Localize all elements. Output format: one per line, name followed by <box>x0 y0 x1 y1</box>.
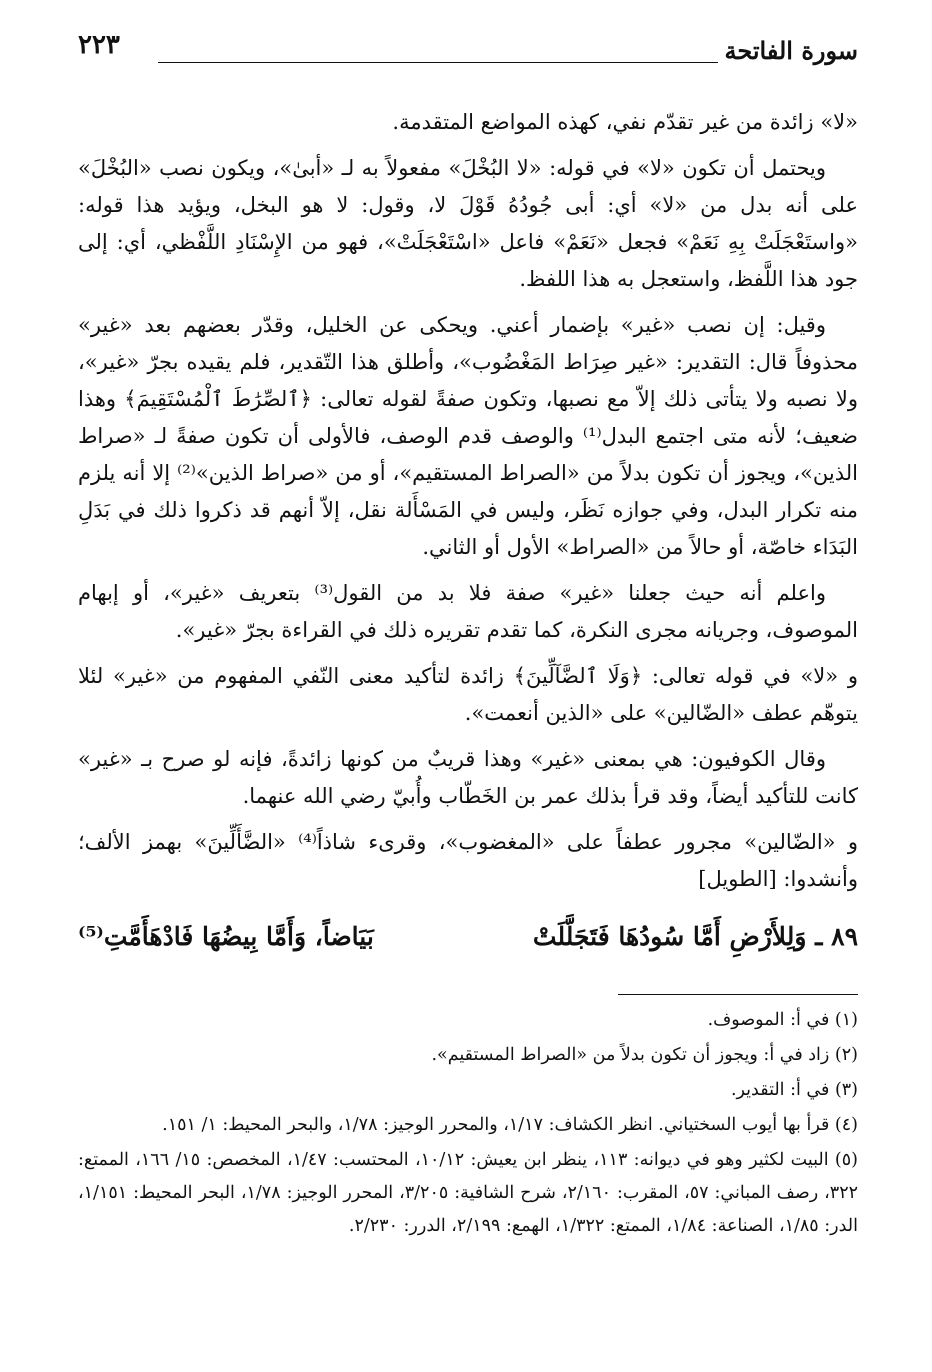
surah-title: سورة الفاتحة <box>724 36 858 65</box>
poetry-verse <box>78 922 858 966</box>
paragraph: و «لا» في قوله تعالى: ﴿وَلَا ٱلضَّآلِّينَ﴾ زائدة لتأكيد معنى النّفي المفهوم من «غير» لئلا يتوهّم عطف «الضّالين» على «الذين أنعمت». <box>78 664 858 725</box>
paragraph: ويحتمل أن تكون «لا» في قوله: «لا البُخْلَ» مفعولاً به لـ «أبىٰ»، ويكون نصب «البُخْلَ» على أنه بدل من «لا» أي: أبى جُودُهُ قَوْلَ لا، وقول: لا هو البخل، ويؤيد هذا قوله: «واستَعْجَلَتْ بِهِ نَعَمْ» فجعل «نَعَمْ» فاعل «اسْتَعْجَلَتْ»، فهو من الإِسْنَادِ اللَّفْظي، أي: إلى جود هذا اللَّفظ، واستعجل به هذا اللفظ. <box>78 156 858 291</box>
paragraph: وقيل: إن نصب «غير» بإضمار أعني. ويحكى عن الخليل، وقدّر بعضهم بعد «غير» محذوفاً قال: التقدير: «غير صِرَاط المَغْضُوب»، وأطلق هذا التّقدير، فلم يقيده بجرّ «غير»، ولا نصبه ولا يتأتى ذلك إلاّ مع نصبها، وتكون صفةً لقوله تعالى: ﴿ٱلصِّرَٰطَ ٱلْمُسْتَقِيمَ﴾ وهذا ضعيف؛ لأنه متى اجتمع البدل⁽¹⁾ والوصف قدم الوصف، فالأولى أن تكون صفةً لـ «صراط الذين»، ويجوز أن تكون بدلاً من «الصراط المستقيم»، أو من «صراط الذين»⁽²⁾ إلا أنه يلزم منه تكرار البدل، وفي جوازه نَظَر، وليس في المَسْأَلة نقل، إلاّ أنهم قد ذكروا ذلك في بَدَلِ البَدَاء خاصّة، أو حالاً من «الصراط» الأول أو الثاني. <box>78 313 859 559</box>
page-header <box>78 28 858 68</box>
footnote: (٥) البيت لكثير وهو في ديوانه: ١١٣، ينظر ابن يعيش: ١٠/١٢، المحتسب: ١/٤٧، المخصص: ١٥/ ١٦٦، الممتع: ٣٢٢، رصف المباني: ٥٧، المقرب: ٢/١٦٠، شرح الشافية: ٣/٢٠٥، المحرر الوجيز: ١/٧٨، البحر المحيط: ١/١٥١، الدر: ١/٨٥، الصناعة: ١/٨٤، الممتع: ١/٣٢٢، الهمع: ٢/١٩٩، الدرر: ٢/٢٣٠. <box>78 1150 858 1236</box>
header-rule <box>158 62 718 63</box>
main-text <box>78 104 858 907</box>
page-number: ٢٢٣ <box>78 30 120 60</box>
footnote: (٢) زاد في أ: ويجوز أن تكون بدلاً من «الصراط المستقيم». <box>431 1045 858 1065</box>
footnote: (٣) في أ: التقدير. <box>730 1080 858 1100</box>
footnote: (١) في أ: الموصوف. <box>707 1010 858 1030</box>
paragraph: وقال الكوفيون: هي بمعنى «غير» وهذا قريبٌ من كونها زائدةً، فإنه لو صرح بـ «غير» كانت للتأكيد أيضاً، وقد قرأ بذلك عمر بن الخَطّاب وأُبيّ رضي الله عنهما. <box>78 747 858 808</box>
paragraph: واعلم أنه حيث جعلنا «غير» صفة فلا بد من القول⁽³⁾ بتعريف «غير»، أو إبهام الموصوف، وجريانه مجرى النكرة، كما تقدم تقريره ذلك في القراءة بجرّ «غير». <box>78 581 858 642</box>
verse-second-hemistich: بَيَاضاً، وَأَمَّا بِيضُهَا فَادْهَأَمَّتِ⁽⁵⁾ <box>78 922 374 951</box>
verse-first-hemistich: ٨٩ ـ وَلِلأَرْضِ أَمَّا سُودُهَا فَتَجَلَّلَتْ <box>532 922 858 951</box>
paragraph: «لا» زائدة من غير تقدّم نفي، كهذه المواضع المتقدمة. <box>392 110 858 134</box>
paragraph: و «الضّالين» مجرور عطفاً على «المغضوب»، وقرىء شاذاً⁽⁴⁾ «الضَّأَلِّينَ» بهمز الألف؛ وأنشدوا: [الطويل] <box>78 830 858 891</box>
footnote-separator <box>618 994 858 995</box>
footnote: (٤) قرأ بها أيوب السختياني. انظر الكشاف: ١/١٧، والمحرر الوجيز: ١/٧٨، والبحر المحيط: ١/ ١٥١. <box>162 1115 858 1135</box>
footnotes <box>78 1004 858 1245</box>
